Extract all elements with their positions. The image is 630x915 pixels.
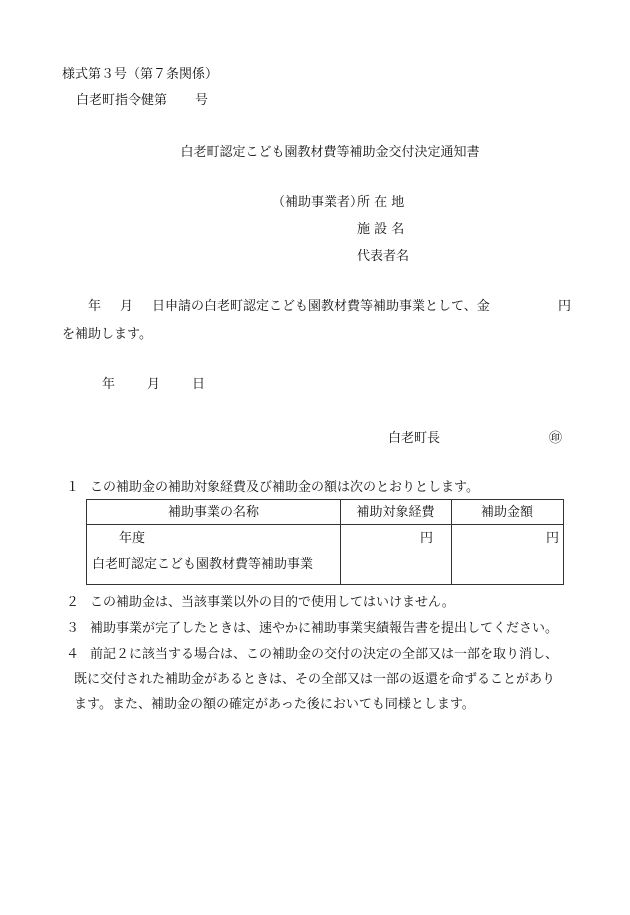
issue-date bbox=[102, 378, 205, 391]
body-year: 年 bbox=[88, 299, 102, 314]
item-number: ３ bbox=[66, 621, 80, 636]
body-line-1 bbox=[88, 300, 490, 313]
item-text-continued: 既に交付された補助金があるときは、その全部又は一部の返還を命ずることがあり bbox=[74, 672, 556, 687]
table-cell-amount-unit: 円 bbox=[546, 531, 560, 546]
recipient-representative-label: 代表者名 bbox=[357, 249, 410, 264]
form-number: 様式第３号（第７条関係） bbox=[62, 67, 219, 82]
item-number: １ bbox=[66, 480, 80, 495]
document-title: 白老町認定こども園教材費等補助金交付決定通知書 bbox=[180, 145, 480, 160]
table-cell-year: 年度 bbox=[119, 531, 146, 546]
item-text: 補助事業が完了したときは、速やかに補助事業実績報告書を提出してください。 bbox=[90, 621, 559, 636]
subsidy-table bbox=[86, 499, 564, 585]
table-cell-project-name: 白老町認定こども園教材費等補助事業 bbox=[92, 557, 314, 572]
table-cell-expense-unit: 円 bbox=[420, 531, 434, 546]
notice-prefix: 白老町指令健第 bbox=[76, 93, 168, 108]
date-day: 日 bbox=[192, 377, 206, 392]
recipient-facility-label: 施 設 名 bbox=[357, 222, 405, 237]
table-header-name: 補助事業の名称 bbox=[167, 505, 259, 520]
item-number: ４ bbox=[66, 647, 80, 662]
item-text: この補助金の補助対象経費及び補助金の額は次のとおりとします。 bbox=[90, 480, 479, 495]
notice-suffix: 号 bbox=[195, 93, 209, 108]
body-line-2: を補助します。 bbox=[62, 327, 152, 342]
item-text: この補助金は、当該事業以外の目的で使用してはいけません。 bbox=[90, 595, 455, 610]
recipient-label: （補助事業者） bbox=[272, 195, 364, 210]
table-header-expense: 補助対象経費 bbox=[356, 505, 435, 520]
recipient-address-label: 所 在 地 bbox=[357, 195, 405, 210]
item-text-continued: ます。また、補助金の額の確定があった後においても同様とします。 bbox=[74, 697, 475, 712]
table-header-amount: 補助金額 bbox=[480, 505, 533, 520]
body-application: 日申請の白老町認定こども園教材費等補助事業として、金 bbox=[152, 299, 490, 314]
date-year: 年 bbox=[102, 377, 116, 392]
mayor-title: 白老町長 bbox=[388, 431, 441, 446]
date-month: 月 bbox=[147, 377, 161, 392]
notice-number bbox=[76, 94, 208, 107]
seal-mark: ㊞ bbox=[549, 431, 563, 446]
body-month: 月 bbox=[120, 299, 134, 314]
item-number: ２ bbox=[66, 595, 80, 610]
body-yen: 円 bbox=[558, 299, 572, 314]
item-text: 前記２に該当する場合は、この補助金の交付の決定の全部又は一部を取り消し、 bbox=[90, 647, 559, 662]
